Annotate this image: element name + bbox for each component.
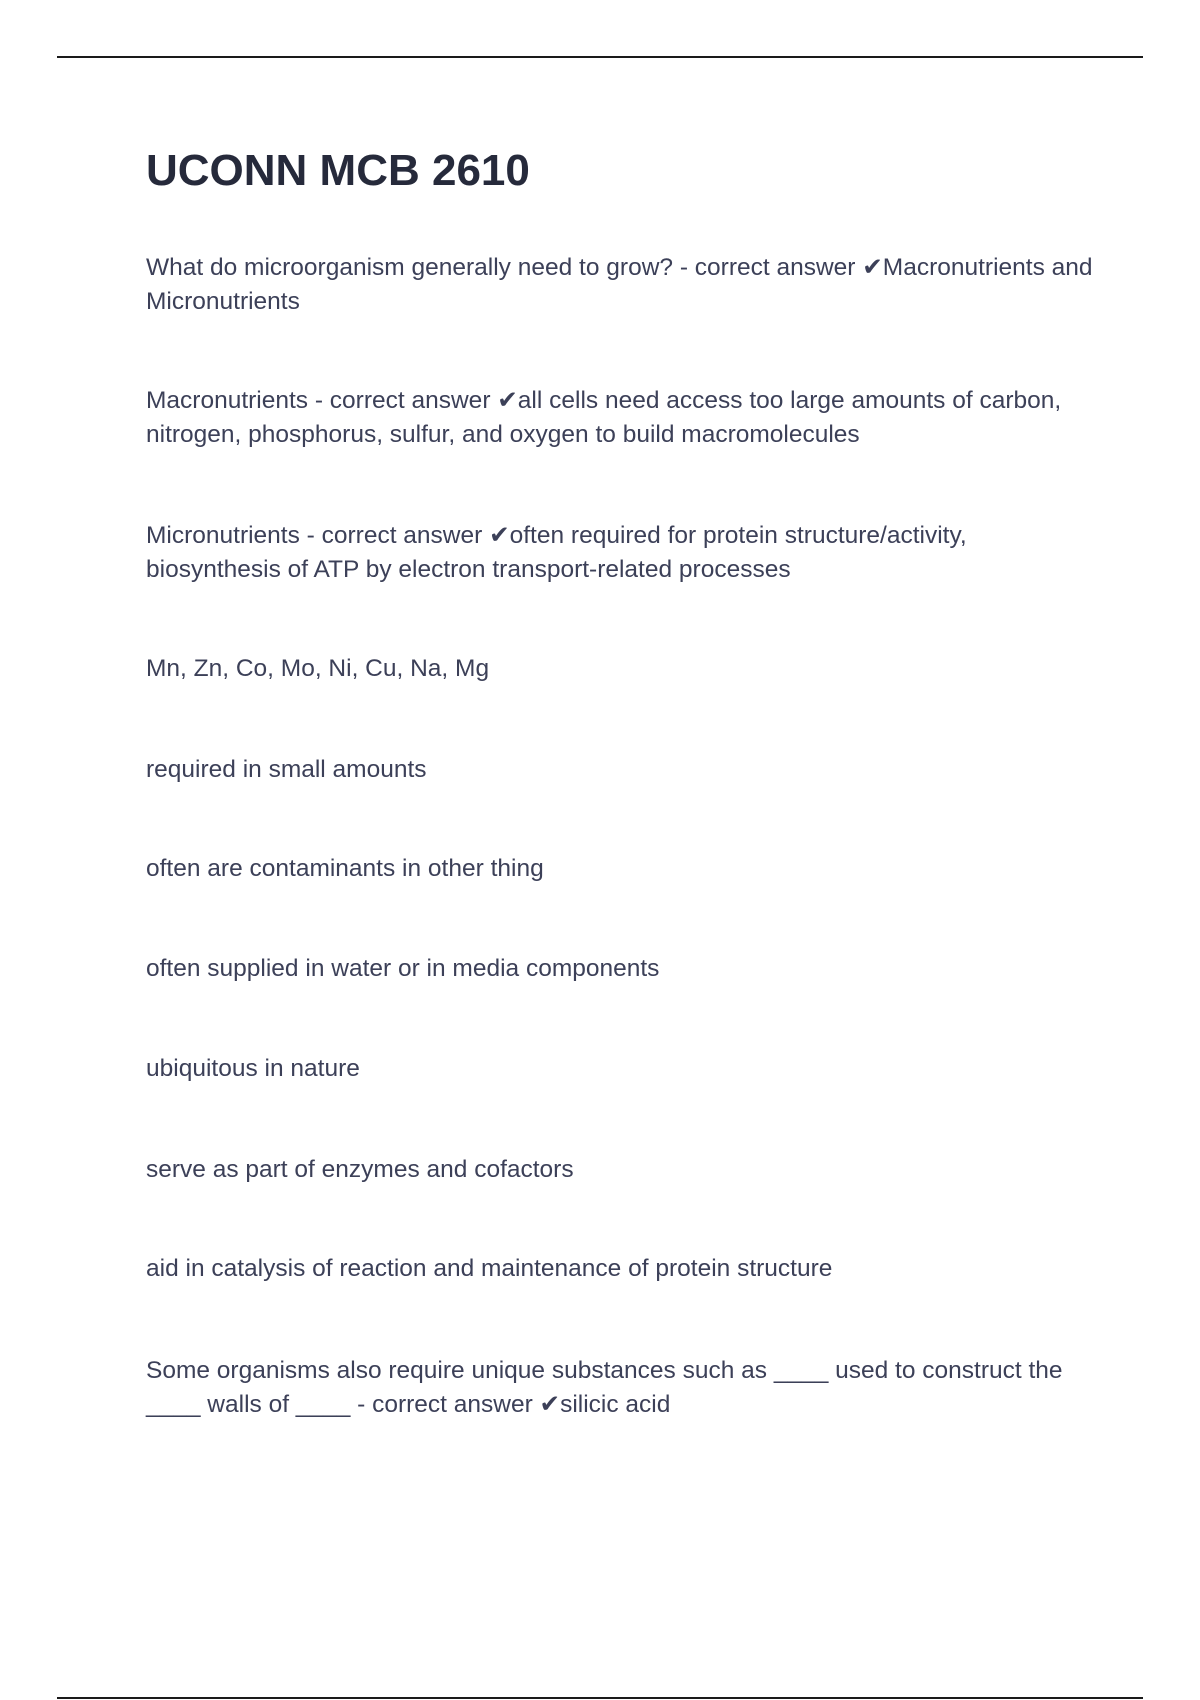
entry-water-media: often supplied in water or in media components xyxy=(146,955,660,982)
entry-enzymes-cofactors: serve as part of enzymes and cofactors xyxy=(146,1156,574,1183)
top-rule xyxy=(57,56,1143,58)
entry-growth-needs: What do microorganism generally need to grow? - correct answer ✔Macronutrients and Micronutrients xyxy=(146,254,1093,315)
entry-macronutrients: Macronutrients - correct answer ✔all cells need access too large amounts of carbon, nitrogen, phosphorus, sulfur, and oxygen to build macromolecules xyxy=(146,387,1062,448)
document-title: UCONN MCB 2610 xyxy=(146,146,530,195)
entry-ubiquitous: ubiquitous in nature xyxy=(146,1055,360,1082)
entry-unique-substances: Some organisms also require unique substances such as ____ used to construct the ____ walls of ____ - correct answer ✔silicic acid xyxy=(146,1357,1063,1418)
entry-contaminants: often are contaminants in other thing xyxy=(146,855,544,882)
entry-element-list: Mn, Zn, Co, Mo, Ni, Cu, Na, Mg xyxy=(146,655,490,682)
entry-micronutrients: Micronutrients - correct answer ✔often required for protein structure/activity, biosynthesis of ATP by electron transport-related processes xyxy=(146,522,967,583)
entry-small-amounts: required in small amounts xyxy=(146,756,427,783)
bottom-rule xyxy=(57,1697,1143,1699)
entry-catalysis: aid in catalysis of reaction and maintenance of protein structure xyxy=(146,1255,833,1282)
